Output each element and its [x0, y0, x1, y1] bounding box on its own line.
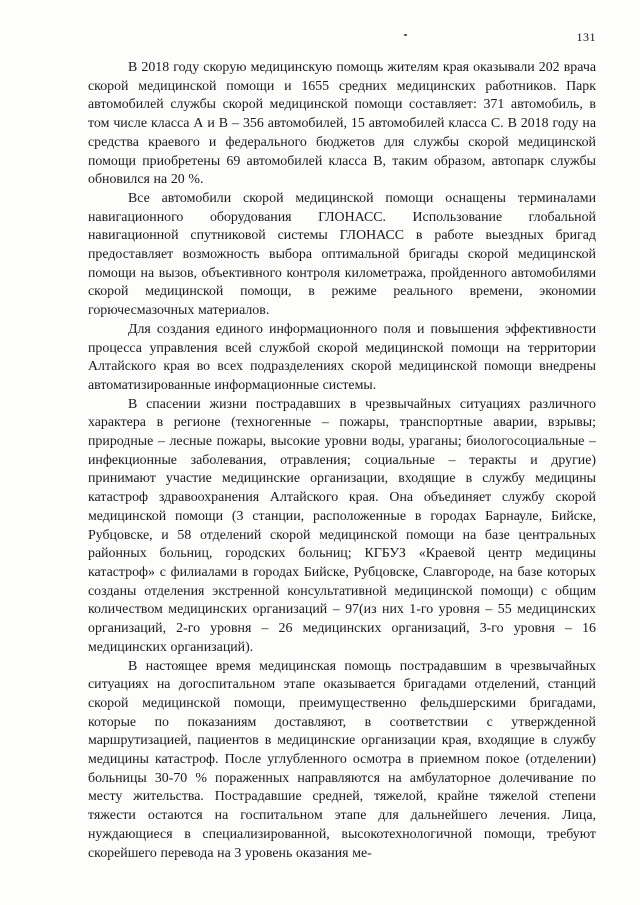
paragraph-emergency-situations: В спасении жизни пострадавших в чрезвычайных ситуациях различного характера в регионе (техногенные – пожары, транспортные аварии, взрывы; природные – лесные пожары, высокие уровни воды, ураганы; биологосоциальные – инфекционные заболевания, отравления; социальные – теракты и другие) принимают участие медицинские организации, входящие в службу медицины катастроф здравоохранения Алтайского края. Она объединяет службу скорой медицинской помощи (3 станции, расположенные в городах Барнауле, Бийске, Рубцовске, и 58 отделений скорой медицинской помощи на базе центральных районных больниц, городских больниц; КГБУЗ «Краевой центр медицины катастроф» с филиалами в городах Бийске, Рубцовске, Славгороде, на базе которых созданы отделения экстренной консультативной медицинской помощи) с общим количеством медицинских организаций – 97(из них 1-го уровня – 55 медицинских организаций, 2-го уровня – 26 медицинских организаций, 3-го уровня – 16 медицинских организаций). [88, 396, 596, 655]
scan-speck [404, 34, 407, 36]
paragraph-prehospital-care: В настоящее время медицинская помощь пострадавшим в чрезвычайных ситуациях на догоспитальном этапе оказывается бригадами отделений, станций скорой медицинской помощи, преимущественно фельдшерскими бригадами, которые по показаниям доставляют, в соответствии с утвержденной маршрутизацией, пациентов в медицинские организации края, входящие в службу медицины катастроф. После углубленного осмотра в приемном покое (отделении) больницы 30-70 % пораженных направляются на амбулаторное долечивание по месту жительства. Пострадавшие средней, тяжелой, крайне тяжелой степени тяжести остаются на госпитальном этапе для дальнейшего лечения. Лица, нуждающиеся в специализированной, высокотехнологичной помощи, требуют скорейшего перевода на 3 уровень оказания ме- [88, 658, 596, 861]
page-body [88, 59, 596, 863]
page-number: 131 [576, 30, 596, 44]
paragraph-ambulance-fleet: В 2018 году скорую медицинскую помощь жителям края оказывали 202 врача скорой медицинской помощи и 1655 средних медицинских работников. Парк автомобилей службы скорой медицинской помощи составляет: 371 автомобиль, в том числе класса А и В – 356 автомобилей, 15 автомобилей класса С. В 2018 году на средства краевого и федерального бюджетов для службы скорой медицинской помощи приобретены 69 автомобилей класса В, таким образом, автопарк службы обновился на 20 %. [88, 60, 596, 188]
paragraph-information-systems: Для создания единого информационного поля и повышения эффективности процесса управления всей службой скорой медицинской помощи на территории Алтайского края во всех подразделениях скорой медицинской помощи внедрены автоматизированные информационные системы. [88, 321, 596, 393]
paragraph-glonass: Все автомобили скорой медицинской помощи оснащены терминалами навигационного оборудования ГЛОНАСС. Использование глобальной навигационной спутниковой системы ГЛОНАСС в работе выездных бригад предоставляет возможность выбора оптимальной бригады скорой медицинской помощи на вызов, объективного контроля километража, пройденного автомобилями скорой медицинской помощи, в режиме реального времени, экономии горючесмазочных материалов. [88, 190, 596, 319]
